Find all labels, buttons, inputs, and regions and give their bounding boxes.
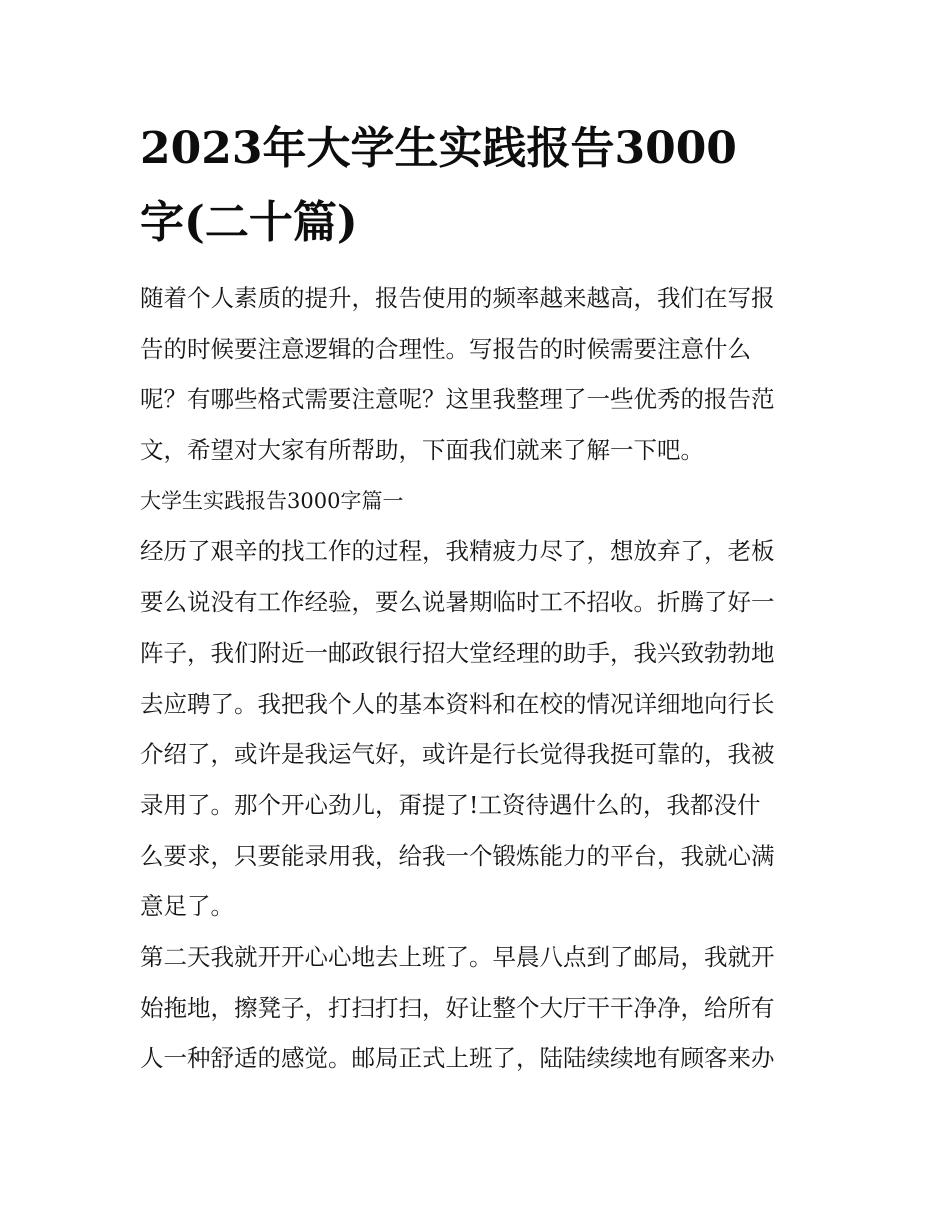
- intro-line: 随着个人素质的提升，报告使用的频率越来越高，我们在写报: [140, 284, 775, 312]
- paragraph-2: [140, 932, 820, 1084]
- paragraph-line: 要么说没有工作经验，要么说暑期临时工不招收。折腾了好一: [140, 588, 775, 617]
- paragraph-line: 去应聘了。我把我个人的基本资料和在校的情况详细地向行长: [140, 689, 775, 718]
- document-page: [140, 0, 820, 1229]
- paragraph-line: 录用了。那个开心劲儿，甭提了!工资待遇什么的，我都没什: [140, 790, 761, 819]
- intro-line: 文，希望对大家有所帮助，下面我们就来了解一下吧。: [140, 436, 704, 465]
- intro-line: 呢？有哪些格式需要注意呢？这里我整理了一些优秀的报告范: [140, 385, 775, 414]
- paragraph-line: 第二天我就开开心心地去上班了。早晨八点到了邮局，我就开: [140, 942, 775, 971]
- document-body: [140, 273, 820, 1084]
- paragraph-line: 始拖地，擦凳子，打扫打扫，好让整个大厅干干净净，给所有: [140, 993, 775, 1022]
- paragraph-line: 意足了。: [140, 892, 234, 921]
- intro-line: 告的时候要注意逻辑的合理性。写报告的时候需要注意什么: [140, 334, 751, 363]
- paragraph-line: 经历了艰辛的找工作的过程，我精疲力尽了，想放弃了，老板: [140, 537, 775, 566]
- paragraph-line: 阵子，我们附近一邮政银行招大堂经理的助手，我兴致勃勃地: [140, 638, 775, 667]
- paragraph-line: 人一种舒适的感觉。邮局正式上班了，陆陆续续地有顾客来办: [140, 1044, 775, 1073]
- intro-paragraph: [140, 273, 820, 476]
- section-heading: 大学生实践报告3000字篇一: [140, 488, 404, 513]
- title-line-2: 字(二十篇): [140, 197, 358, 248]
- title-line-1: 2023年大学生实践报告3000: [140, 123, 737, 174]
- paragraph-line: 么要求，只要能录用我，给我一个锻炼能力的平台，我就心满: [140, 841, 775, 870]
- paragraph-line: 介绍了，或许是我运气好，或许是行长觉得我挺可靠的，我被: [140, 740, 775, 769]
- paragraph-1: [140, 526, 820, 932]
- document-title: [140, 112, 820, 260]
